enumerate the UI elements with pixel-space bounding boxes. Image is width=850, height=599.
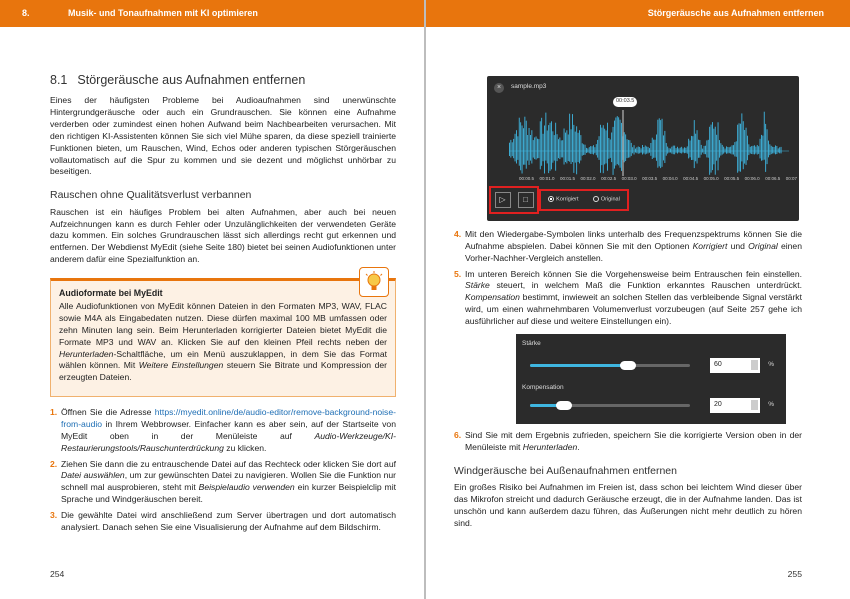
time-tick: 00:03.5 bbox=[642, 176, 658, 181]
waveform-bar bbox=[646, 147, 647, 154]
waveform-bar bbox=[775, 145, 776, 154]
right-page bbox=[426, 0, 850, 599]
waveform-bar bbox=[634, 145, 635, 154]
waveform-bar bbox=[737, 125, 738, 173]
waveform-bar bbox=[544, 126, 545, 174]
waveform-bar bbox=[606, 130, 607, 163]
waveform-bar bbox=[579, 130, 580, 163]
waveform-bar bbox=[540, 121, 541, 169]
compensation-slider-handle[interactable] bbox=[556, 401, 572, 410]
waveform-bar bbox=[704, 146, 705, 154]
steps-list-right-a bbox=[454, 229, 802, 328]
waveform-bar bbox=[575, 132, 576, 163]
waveform-bar bbox=[755, 147, 756, 154]
waveform-bar bbox=[631, 143, 632, 156]
waveform-bar bbox=[610, 140, 611, 158]
waveform-bar bbox=[516, 130, 517, 163]
waveform-bar bbox=[771, 146, 772, 154]
waveform-bar bbox=[600, 125, 601, 173]
waveform-bar bbox=[778, 148, 779, 152]
waveform-bar bbox=[554, 135, 555, 161]
waveform-bar bbox=[659, 118, 660, 166]
waveform-bar bbox=[740, 124, 741, 172]
waveform-bar bbox=[744, 130, 745, 164]
waveform-bar bbox=[743, 121, 744, 169]
time-tick: 00:07 bbox=[785, 176, 797, 181]
waveform-bar bbox=[692, 136, 693, 160]
waveform-bar bbox=[597, 140, 598, 158]
page-number-right: 255 bbox=[787, 569, 802, 580]
time-tooltip: 00:03.5 bbox=[613, 97, 637, 107]
waveform-bar bbox=[699, 140, 700, 158]
waveform-bar bbox=[767, 129, 768, 164]
waveform-bar bbox=[569, 114, 570, 162]
waveform-bar bbox=[510, 140, 511, 158]
waveform-bar bbox=[683, 148, 684, 152]
waveform-bar bbox=[652, 138, 653, 159]
waveform-bar bbox=[669, 148, 670, 153]
waveform-bar bbox=[774, 147, 775, 153]
lightbulb-icon bbox=[359, 267, 389, 297]
chapter-number: 8. bbox=[22, 8, 30, 19]
waveform-bar bbox=[523, 128, 524, 165]
waveform-bar bbox=[681, 147, 682, 154]
waveform-bar bbox=[509, 143, 510, 156]
waveform-bar bbox=[705, 146, 706, 155]
waveform-bar bbox=[538, 139, 539, 158]
waveform-bar bbox=[603, 125, 604, 173]
waveform-bar bbox=[727, 147, 728, 153]
left-page bbox=[0, 0, 424, 599]
waveform-bar bbox=[559, 138, 560, 160]
waveform-bar bbox=[558, 139, 559, 158]
waveform-bar bbox=[649, 148, 650, 153]
waveform-bar bbox=[551, 121, 552, 169]
waveform-bar bbox=[627, 139, 628, 158]
waveform-bar bbox=[599, 136, 600, 160]
option-original[interactable]: Original bbox=[593, 196, 620, 204]
waveform-bar bbox=[760, 139, 761, 159]
strength-slider[interactable] bbox=[530, 364, 690, 367]
waveform-bar bbox=[670, 149, 671, 153]
myedit-link[interactable]: https://myedit.online/de/audio-editor/remove-background-noise-from-audio bbox=[61, 407, 396, 430]
waveform-bar bbox=[753, 146, 754, 154]
waveform-bar bbox=[677, 147, 678, 154]
step-4: 4. Mit den Wiedergabe-Symbolen links unterhalb des Frequenzspektrums können Sie die Aufnahme abspielen. Dabei können Sie mit den Optionen Korrigiert und Original einen Vorher-Nachher-Vergleich anstellen. bbox=[454, 229, 802, 263]
waveform-bar bbox=[642, 145, 643, 155]
step-2: 2. Ziehen Sie dann die zu entrauschende Datei auf das Rechteck oder klicken Sie dort auf Datei auswählen, um zur gewünschten Datei zu navigieren. Wollen Sie die Funktion nur schnell mal ausprobieren, steht mit Beispielaudio verwenden ein kurzer Beispielclip mit Sprache und Windgeräuschen bereit. bbox=[50, 458, 396, 505]
waveform-bar bbox=[620, 120, 621, 168]
time-tick: 00:01.0 bbox=[539, 176, 555, 181]
step-3: 3. Die gewählte Datei wird anschließend zum Server übertragen und dort automatisch analysiert. Danach sehen Sie eine Visualisierung der Aufnahme auf dem Bildschirm. bbox=[50, 510, 396, 532]
waveform-bar bbox=[571, 129, 572, 164]
waveform-bar bbox=[557, 134, 558, 161]
waveform-bar bbox=[537, 139, 538, 159]
waveform-bar bbox=[643, 147, 644, 154]
wind-paragraph: Ein großes Risiko bei Aufnahmen im Freien ist, dass schon bei leichtem Wind dieser über das Mikrofon streicht und dadurch Geräusche erzeugt, die in der Aufnahme landen. Das ist unschön und kann außerdem dazu führen, das Äußerungen nicht mehr deutlich zu hören sind. bbox=[454, 482, 802, 528]
waveform-bar bbox=[596, 144, 597, 155]
compensation-percent: % bbox=[768, 400, 774, 408]
strength-percent: % bbox=[768, 360, 774, 368]
waveform-bar bbox=[529, 128, 530, 165]
waveform-bar bbox=[716, 135, 717, 161]
strength-label: Stärke bbox=[522, 339, 541, 347]
waveform-bar bbox=[708, 140, 709, 158]
audio-player-screenshot bbox=[487, 76, 799, 221]
step-6: 6. Sind Sie mit dem Ergebnis zufrieden, speichern Sie die korrigierte Version oben in der Menüleiste mit Herunterladen. bbox=[454, 429, 802, 452]
waveform-bar bbox=[758, 146, 759, 154]
waveform-bar bbox=[531, 130, 532, 163]
waveform-bar bbox=[657, 120, 658, 168]
waveform-bar bbox=[519, 118, 520, 166]
time-tick: 00:03.0 bbox=[621, 176, 637, 181]
waveform-bar bbox=[534, 137, 535, 159]
info-box bbox=[50, 278, 396, 397]
waveform-bar bbox=[688, 139, 689, 159]
waveform-bar bbox=[729, 147, 730, 153]
waveform-bar bbox=[757, 145, 758, 155]
waveform-bar bbox=[568, 135, 569, 162]
waveform-bar bbox=[734, 142, 735, 156]
waveform-bar bbox=[561, 140, 562, 157]
waveform-bar bbox=[552, 131, 553, 162]
waveform-bar bbox=[741, 113, 742, 161]
waveform-bar bbox=[779, 147, 780, 153]
waveform-bar bbox=[587, 148, 588, 152]
waveform-bar bbox=[583, 144, 584, 155]
waveform-bar bbox=[618, 117, 619, 165]
compare-options bbox=[539, 189, 629, 211]
waveform-bar bbox=[629, 140, 630, 157]
waveform-bar bbox=[611, 133, 612, 163]
waveform-bar bbox=[621, 123, 622, 171]
close-icon[interactable]: × bbox=[494, 83, 504, 93]
waveform-bar bbox=[578, 133, 579, 162]
waveform-bar bbox=[702, 149, 703, 153]
time-tick: 00:01.5 bbox=[560, 176, 576, 181]
waveform-bar bbox=[666, 143, 667, 156]
right-header-title: Störgeräusche aus Aufnahmen entfernen bbox=[647, 8, 824, 19]
waveform-bar bbox=[648, 147, 649, 154]
waveform-bar bbox=[663, 135, 664, 160]
waveform-bar bbox=[636, 147, 637, 153]
time-tick: 00:02.5 bbox=[601, 176, 617, 181]
radio-off-icon bbox=[593, 196, 599, 202]
waveform-bar bbox=[589, 147, 590, 153]
waveform-bar bbox=[764, 112, 765, 160]
subheading-rauschen: Rauschen ohne Qualitätsverlust verbannen bbox=[50, 189, 252, 202]
right-header-bar bbox=[426, 0, 850, 27]
stop-icon[interactable]: □ bbox=[518, 192, 534, 208]
waveform-bar bbox=[520, 122, 521, 170]
time-tick: 00:04.0 bbox=[662, 176, 678, 181]
waveform-bar bbox=[730, 147, 731, 154]
waveform-bar bbox=[739, 123, 740, 171]
waveform-bar bbox=[726, 146, 727, 153]
settings-screenshot bbox=[516, 334, 786, 424]
file-name: sample.mp3 bbox=[511, 83, 547, 90]
waveform-bar bbox=[701, 145, 702, 155]
waveform-bar bbox=[533, 140, 534, 158]
waveform-bar bbox=[776, 146, 777, 154]
waveform-bar bbox=[662, 119, 663, 167]
waveform-bar bbox=[607, 123, 608, 171]
waveform-bar bbox=[594, 147, 595, 153]
waveform-bar bbox=[709, 127, 710, 175]
waveform-bar bbox=[527, 135, 528, 161]
waveform-bar bbox=[586, 148, 587, 153]
left-content bbox=[50, 72, 396, 538]
radio-on-icon bbox=[548, 196, 554, 202]
waveform-bar bbox=[628, 140, 629, 158]
waveform-bar bbox=[713, 129, 714, 165]
waveform-bar bbox=[765, 124, 766, 172]
waveform-bar bbox=[762, 136, 763, 161]
time-tick: 00:06.5 bbox=[765, 176, 781, 181]
waveform-bar bbox=[723, 147, 724, 154]
waveform[interactable] bbox=[509, 96, 789, 176]
waveform-bar bbox=[513, 139, 514, 158]
waveform-bar bbox=[608, 138, 609, 159]
waveform-bar bbox=[639, 147, 640, 153]
waveform-bar bbox=[680, 148, 681, 154]
waveform-bar bbox=[678, 148, 679, 152]
waveform-bar bbox=[655, 140, 656, 158]
waveform-bar bbox=[613, 127, 614, 175]
waveform-bar bbox=[719, 140, 720, 158]
waveform-bar bbox=[653, 140, 654, 158]
waveform-bar bbox=[641, 148, 642, 152]
waveform-bar bbox=[687, 146, 688, 153]
waveform-bar bbox=[580, 135, 581, 160]
waveform-bar bbox=[645, 146, 646, 155]
waveform-bar bbox=[736, 141, 737, 157]
time-tick: 00:05.0 bbox=[703, 176, 719, 181]
waveform-bar bbox=[650, 143, 651, 156]
time-tick: 00:06.0 bbox=[744, 176, 760, 181]
waveform-bar bbox=[664, 131, 665, 163]
intro-paragraph: Eines der häufigsten Probleme bei Audioaufnahmen sind unerwünschte Hintergrundgeräusche oder auch ein Grundrauschen. Sie können eine Aufnahme verderben oder zumindest einen hohen Aufwand beim Nachbearbeiten verursachen. Mit den richtigen KI-Assistenten können Sie sich viel Mühe sparen, da diese speziell trainierte Funktionen bieten, um Rauschen, Wind, Echos oder anderen typischen Störgeräuschen vollautomatisch auf die Spur zu kommen und sie dezent und möglichst unhörbar zu beseitigen. bbox=[50, 95, 396, 177]
waveform-bar bbox=[694, 120, 695, 168]
waveform-bar bbox=[690, 141, 691, 158]
left-header-bar bbox=[0, 0, 424, 27]
waveform-bar bbox=[720, 143, 721, 155]
waveform-bar bbox=[592, 146, 593, 154]
waveform-bar bbox=[772, 147, 773, 154]
playback-controls bbox=[489, 186, 539, 214]
waveform-bar bbox=[781, 147, 782, 154]
waveform-bar bbox=[698, 140, 699, 158]
waveform-bar bbox=[660, 120, 661, 168]
time-tick: 00:04.5 bbox=[683, 176, 699, 181]
waveform-bar bbox=[625, 134, 626, 161]
waveform-bar bbox=[725, 149, 726, 153]
waveform-bar bbox=[576, 126, 577, 174]
waveform-bar bbox=[676, 148, 677, 153]
spinner-icon[interactable] bbox=[751, 400, 758, 410]
waveform-bar bbox=[530, 135, 531, 161]
waveform-bar bbox=[656, 135, 657, 161]
waveform-bar bbox=[617, 116, 618, 164]
waveform-bar bbox=[545, 113, 546, 161]
steps-list-right-b bbox=[454, 430, 802, 454]
waveform-bar bbox=[711, 125, 712, 173]
waveform-bar bbox=[684, 147, 685, 153]
waveform-bar bbox=[565, 133, 566, 163]
waveform-bar bbox=[685, 148, 686, 153]
info-box-title: Audioformate bei MyEdit bbox=[59, 288, 163, 299]
waveform-bar bbox=[522, 126, 523, 174]
waveform-bar bbox=[673, 146, 674, 155]
waveform-bar bbox=[697, 130, 698, 163]
waveform-bar bbox=[572, 114, 573, 162]
step-5: 5. Im unteren Bereich können Sie die Vorgehensweise beim Entrauschen fein einstellen. Stärke steuert, in welchem Maß die Funktion erkanntes Rauschen unterdrückt. Kompensation bestimmt, inwieweit an solchen Stellen das verbleibende Signal verstärkt wird, um einen wahrnehmbaren Volumenverlust vorzubeugen (auf Seite 257 gehe ich ausführlicher auf diese und weitere Einstellungen ein). bbox=[454, 268, 802, 327]
waveform-bar bbox=[747, 136, 748, 161]
play-icon[interactable]: ▷ bbox=[495, 192, 511, 208]
waveform-bar bbox=[715, 127, 716, 175]
waveform-bar bbox=[547, 131, 548, 164]
waveform-bar bbox=[526, 121, 527, 169]
waveform-bar bbox=[674, 146, 675, 155]
waveform-bar bbox=[614, 121, 615, 169]
time-axis bbox=[519, 176, 797, 182]
waveform-bar bbox=[515, 134, 516, 162]
compensation-slider[interactable] bbox=[530, 404, 690, 407]
waveform-bar bbox=[706, 140, 707, 157]
time-tick: 00:05.5 bbox=[724, 176, 740, 181]
rauschen-paragraph: Rauschen ist ein häufiges Problem bei alten Aufnahmen, aber auch bei neuen Aufzeichnungen kann es durch Fehler oder Unzulänglichkeiten der verwendeten Geräte dazu kommen. Ein solches Grundrauschen lässt sich allerdings recht gut erkennen und entfernen. Der Webdienst MyEdit (siehe Seite 180) bietet bei seinen Audiofunktionen unter anderem dafür eine Spezialfunktion an. bbox=[50, 206, 396, 265]
time-tick: 00:00.5 bbox=[519, 176, 535, 181]
waveform-bar bbox=[524, 117, 525, 165]
waveform-bar bbox=[712, 122, 713, 170]
waveform-bar bbox=[566, 130, 567, 163]
waveform-bar bbox=[512, 142, 513, 156]
waveform-bar bbox=[517, 136, 518, 160]
waveform-bar bbox=[573, 125, 574, 173]
time-tick: 00:02.0 bbox=[580, 176, 596, 181]
waveform-bar bbox=[593, 145, 594, 154]
waveform-bar bbox=[604, 129, 605, 165]
waveform-bar bbox=[748, 144, 749, 155]
section-number: 8.1 bbox=[50, 73, 68, 87]
waveform-bar bbox=[543, 134, 544, 161]
waveform-bar bbox=[582, 143, 583, 155]
right-content bbox=[454, 72, 802, 534]
waveform-bar bbox=[732, 145, 733, 154]
section-title: Störgeräusche aus Aufnahmen entfernen bbox=[77, 73, 306, 87]
waveform-bar bbox=[624, 132, 625, 162]
waveform-bar bbox=[768, 141, 769, 158]
waveform-bar bbox=[671, 147, 672, 154]
waveform-bar bbox=[750, 147, 751, 154]
waveform-bar bbox=[555, 123, 556, 171]
chapter-title: Musik- und Tonaufnahmen mit KI optimieren bbox=[68, 8, 258, 19]
waveform-bar bbox=[638, 147, 639, 154]
waveform-bar bbox=[548, 125, 549, 173]
info-box-text: Alle Audiofunktionen von MyEdit können Dateien in den Formaten MP3, WAV, FLAC sowie M4A als Eingabedaten nutzen. Diese dürfen maximal 100 MB umfassen oder zehn Minuten lang sein. Beim Herunterladen korrigierter Dateien bietet MyEdit die Formate MP3 und WAV an. Klicken Sie auf den kleinen Pfeil rechts neben der Herunterladen-Schaltfläche, um ein Menü auszuklappen, in dem Sie das Format wählen können. Mit Weitere Einstellungen steuern Sie Bitrate und Kompression der erzeugten Dateien. bbox=[59, 301, 387, 383]
waveform-bar bbox=[754, 145, 755, 154]
waveform-bar bbox=[751, 146, 752, 154]
waveform-bar bbox=[632, 147, 633, 153]
waveform-bar bbox=[667, 147, 668, 154]
waveform-bar bbox=[550, 123, 551, 171]
page-number-left: 254 bbox=[50, 569, 65, 580]
subheading-wind: Windgeräusche bei Außenaufnahmen entfernen bbox=[454, 464, 677, 477]
waveform-bar bbox=[691, 136, 692, 160]
waveform-bar bbox=[769, 144, 770, 155]
waveform-bar bbox=[746, 128, 747, 165]
waveform-bar bbox=[761, 135, 762, 161]
waveform-bar bbox=[695, 134, 696, 162]
waveform-bar bbox=[733, 145, 734, 154]
waveform-bar bbox=[564, 129, 565, 165]
spinner-icon[interactable] bbox=[751, 360, 758, 370]
waveform-bar bbox=[585, 145, 586, 155]
strength-input[interactable]: 60 bbox=[710, 358, 760, 373]
waveform-bar bbox=[562, 140, 563, 157]
waveform-bar bbox=[615, 118, 616, 166]
compensation-input[interactable]: 20 bbox=[710, 398, 760, 413]
option-corrected[interactable]: Korrigiert bbox=[548, 196, 578, 204]
strength-slider-handle[interactable] bbox=[620, 361, 636, 370]
waveform-bar bbox=[635, 149, 636, 153]
waveform-bar bbox=[722, 145, 723, 155]
compensation-label: Kompensation bbox=[522, 383, 564, 391]
waveform-bar bbox=[718, 122, 719, 170]
section-heading bbox=[50, 72, 396, 89]
steps-list-left bbox=[50, 407, 396, 534]
waveform-bar bbox=[590, 146, 591, 154]
waveform-bar bbox=[536, 137, 537, 160]
waveform-bar bbox=[601, 128, 602, 166]
waveform-bar bbox=[541, 118, 542, 166]
step-1: 1. Öffnen Sie die Adresse https://myedit.online/de/audio-editor/remove-background-noise-from-audio in Ihrem Webbrowser. Einfacher kann es aber sein, auf der Startseite von MyEdit oben in der Menüleiste auf Audio-Werkzeuge/KI-Restaurierungstools/Rauschunterdrückung zu klicken. bbox=[50, 407, 396, 453]
